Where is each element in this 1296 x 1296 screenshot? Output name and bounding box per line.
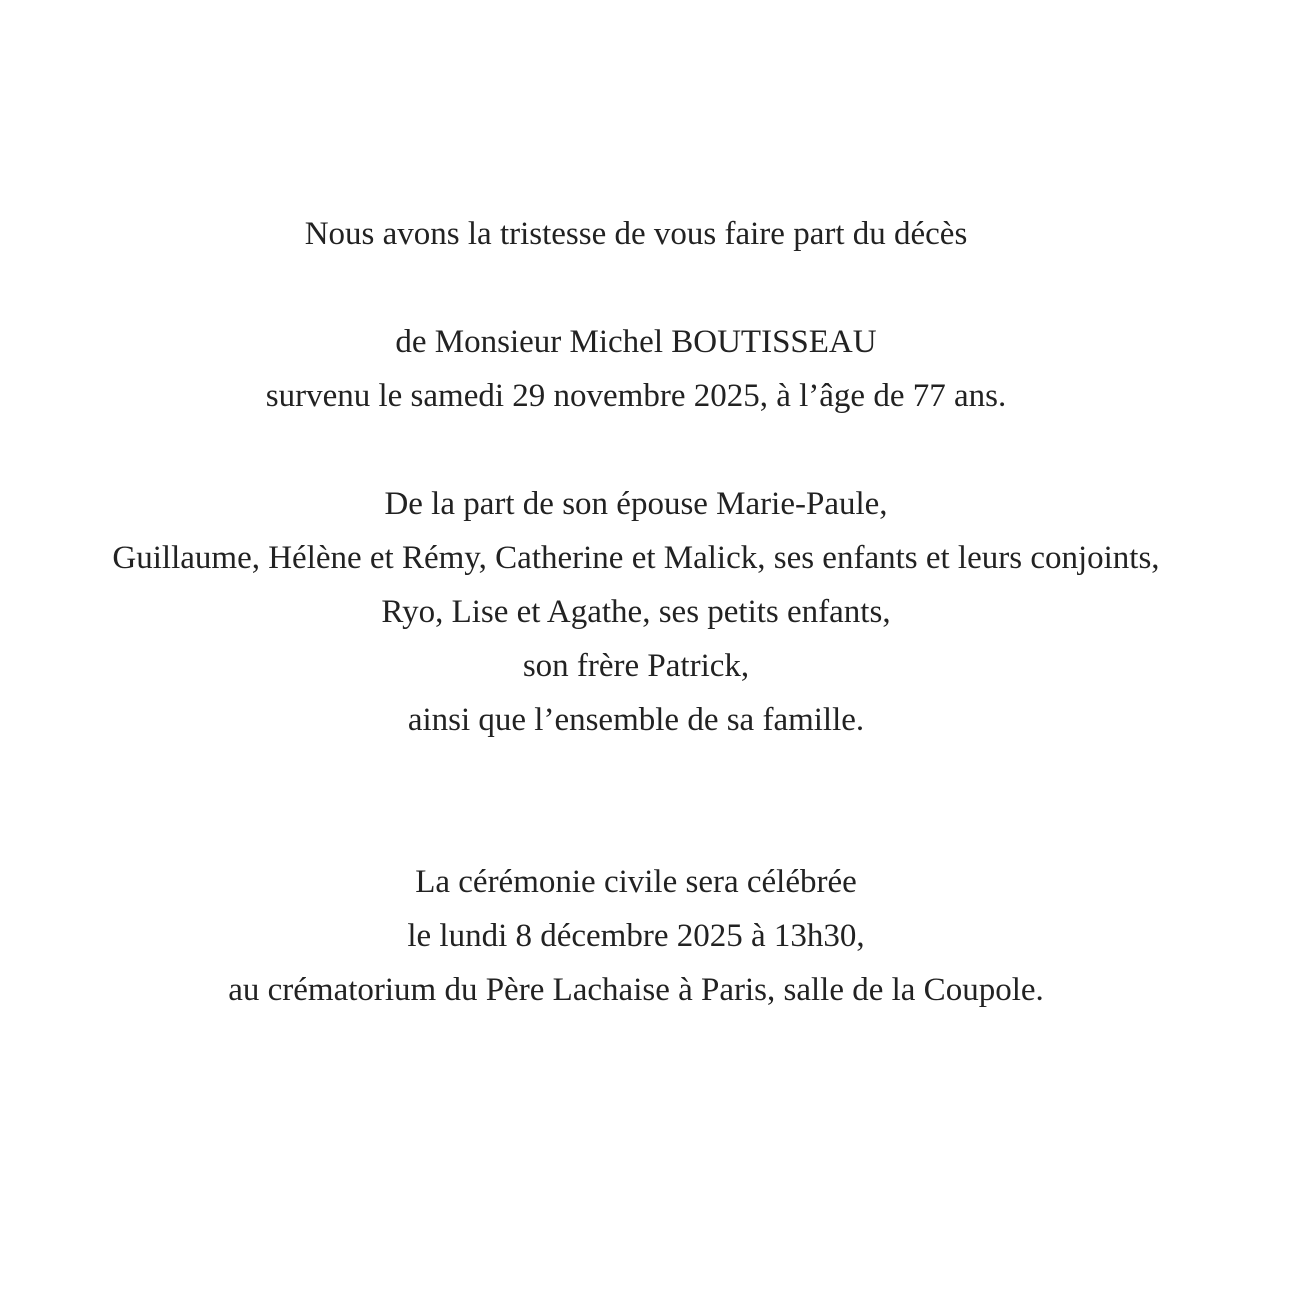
- ceremony-location: au crématorium du Père Lachaise à Paris, salle de la Coupole.: [228, 972, 1044, 1008]
- death-details: survenu le samedi 29 novembre 2025, à l’âge de 77 ans.: [265, 378, 1007, 414]
- intro-line: Nous avons la tristesse de vous faire part du décès: [304, 216, 968, 252]
- ceremony-type: La cérémonie civile sera célébrée: [415, 864, 857, 900]
- family-grandchildren: Ryo, Lise et Agathe, ses petits enfants,: [381, 594, 891, 630]
- deceased-name: de Monsieur Michel BOUTISSEAU: [395, 324, 877, 360]
- ceremony-date-time: le lundi 8 décembre 2025 à 13h30,: [407, 918, 865, 954]
- family-extended: ainsi que l’ensemble de sa famille.: [407, 702, 865, 738]
- family-children: Guillaume, Hélène et Rémy, Catherine et Malick, ses enfants et leurs conjoints,: [112, 540, 1160, 576]
- family-spouse: De la part de son épouse Marie-Paule,: [384, 486, 888, 522]
- family-sibling: son frère Patrick,: [522, 648, 750, 684]
